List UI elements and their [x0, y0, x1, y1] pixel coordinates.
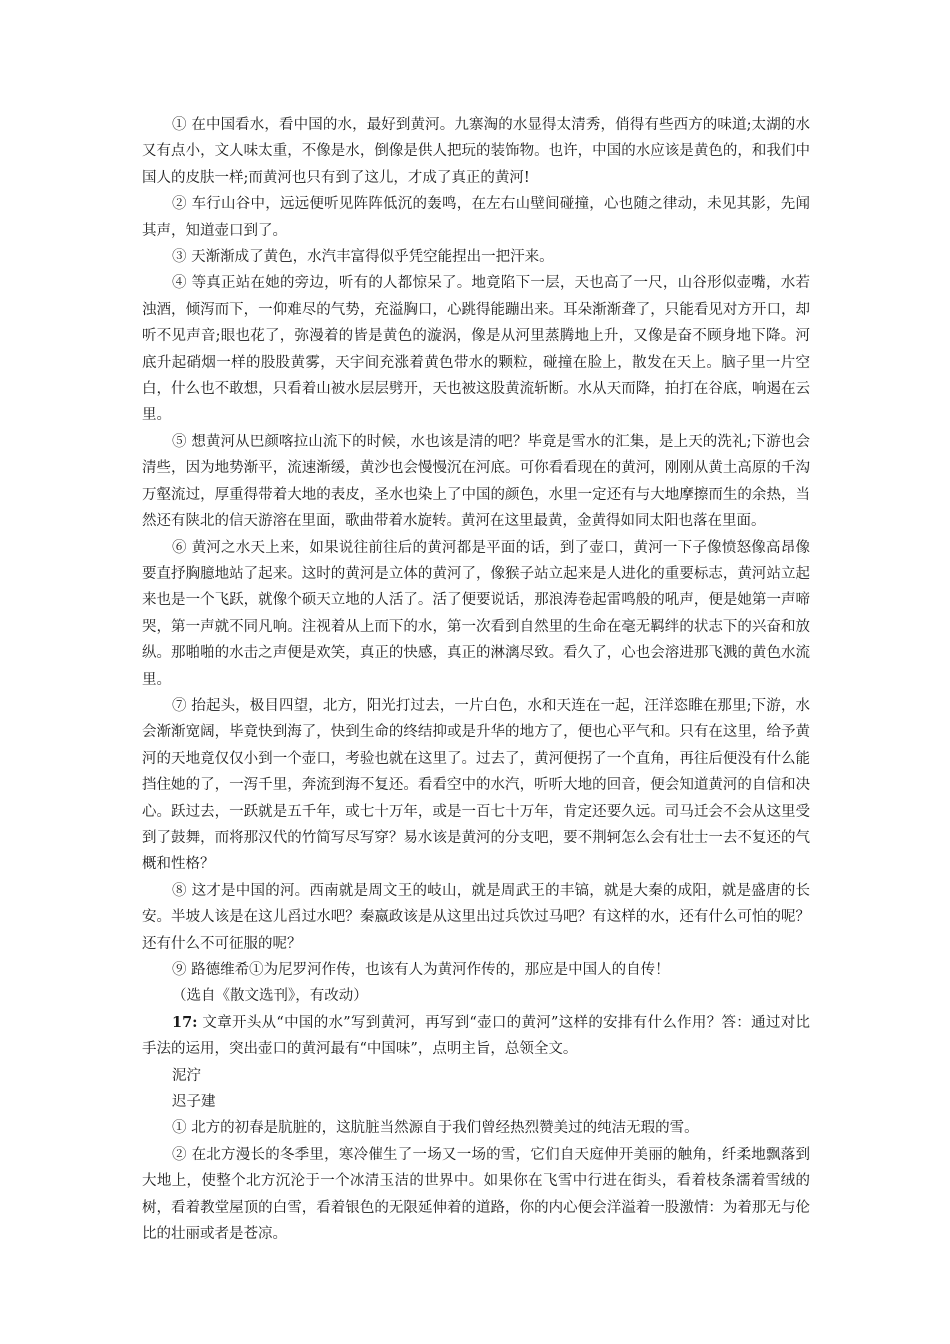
- article-paragraph-1: ① 北方的初春是肮脏的，这肮脏当然源自于我们曾经热烈赞美过的纯洁无瑕的雪。: [172, 1120, 699, 1137]
- paragraph-5: ⑤ 想黄河从巴颜喀拉山流下的时候，水也该是清的吧？毕竟是雪水的汇集，是上天的洗礼;下游也会清些，因为地势渐平，流速渐缓，黄沙也会慢慢沉在河底。可你看看现在的黄河，刚刚从黄土高原的千沟万壑流过，厚重得带着大地的表皮，圣水也染上了中国的颜色，水里一定还有与大地摩擦而生的余热，当然还有陕北的信天游溶在里面，歌曲带着水旋转。黄河在这里最黄，金黄得如同太阳也落在里面。: [142, 433, 810, 530]
- article-paragraph-2: ② 在北方漫长的冬季里，寒冷催生了一场又一场的雪，它们自天庭伸开美丽的触角，纤柔地飘落到大地上，使整个北方沉沦于一个冰清玉洁的世界中。如果你在飞雪中行进在街头，看着枝条濡着雪绒的树，看着教堂屋顶的白雪，看着银色的无限延伸着的道路，你的内心便会洋溢着一股激情：为着那无与伦比的壮丽或者是苍凉。: [142, 1146, 810, 1243]
- question-text: 文章开头从“中国的水”写到黄河，再写到“壶口的黄河”这样的安排有什么作用？答：通过对比手法的运用，突出壶口的黄河最有“中国味”，点明主旨，总领全文。: [142, 1014, 810, 1058]
- article-author: 迟子建: [172, 1094, 216, 1111]
- paragraph-4: ④ 等真正站在她的旁边，听有的人都惊呆了。地竟陷下一层，天也高了一尺，山谷形似壶嘴，水若浊酒，倾泻而下，一仰难尽的气势，充溢胸口，心跳得能蹦出来。耳朵渐渐聋了，只能看见对方开口，却听不见声音;眼也花了，弥漫着的皆是黄色的漩涡，像是从河里蒸腾地上升，又像是奋不顾身地下降。河底升起硝烟一样的股股黄雾，天宇间充涨着黄色带水的颗粒，碰撞在脸上，散发在天上。脑子里一片空白，什么也不敢想，只看着山被水层层劈开，天也被这股黄流斩断。水从天而降，拍打在谷底，响遏在云里。: [142, 275, 810, 424]
- paragraph-1: ① 在中国看水，看中国的水，最好到黄河。九寨淘的水显得太清秀，俏得有些西方的味道;太湖的水又有点小，文人味太重，不像是水，倒像是供人把玩的装饰物。也许，中国的水应该是黄色的，和我们中国人的皮肤一样;而黄河也只有到了这儿，才成了真正的黄河!: [142, 117, 810, 186]
- paragraph-6: ⑥ 黄河之水天上来，如果说往前往后的黄河都是平面的话，到了壶口，黄河一下子像愤怒像高昂像要直抒胸臆地站了起来。这时的黄河是立体的黄河了，像猴子站立起来是人进化的重要标志，黄河站立起来也是一个飞跃，就像个硕天立地的人活了。活了便要说话，那浪涛卷起雷鸣般的吼声，便是她第一声啼哭，第一声就不同凡响。注视着从上而下的水，第一次看到自然里的生命在毫无羁绊的状志下的兴奋和放纵。那啪啪的水击之声便是欢笑，真正的快感，真正的淋漓尽致。看久了，心也会溶进那飞溅的黄色水流里。: [142, 539, 810, 688]
- paragraph-9: ⑨ 路德维希①为尼罗河作传，也该有人为黄河作传的，那应是中国人的自传！: [172, 962, 670, 978]
- question-17: [142, 1010, 810, 1063]
- question-number: 17:: [172, 1013, 198, 1031]
- source-note: （选自《散文选刊》，有改动）: [172, 988, 368, 1005]
- document-page: [142, 112, 810, 1247]
- paragraph-8: ⑧ 这才是中国的河。西南就是周文王的岐山，就是周武王的丰镐，就是大秦的成阳，就是盛唐的长安。半坡人该是在这儿舀过水吧？秦嬴政该是从这里出过兵饮过马吧？有这样的水，还有什么可怕的呢？还有什么不可征服的呢？: [142, 882, 810, 952]
- paragraph-2: ② 车行山谷中，远远便听见阵阵低沉的轰鸣，在左右山壁间碰撞，心也随之律动，未见其影，先闻其声，知道壶口到了。: [142, 196, 810, 239]
- paragraph-3: ③ 天渐渐成了黄色，水汽丰富得似乎凭空能捏出一把汗来。: [172, 249, 554, 266]
- article-title: 泥泞: [172, 1067, 201, 1084]
- paragraph-7: ⑦ 抬起头，极目四望，北方，阳光打过去，一片白色，水和天连在一起，汪洋恣睢在那里;下游，水会渐渐宽阔，毕竟快到海了，快到生命的终结抑或是升华的地方了，便也心平气和。只有在这里，给予黄河的天地竟仅仅小到一个壶口，考验也就在这里了。过去了，黄河便拐了一个直角，再往后便没有什么能挡住她的了，一泻千里，奔流到海不复还。看看空中的水汽，听听大地的回音，便会知道黄河的自信和决心。跃过去，一跃就是五千年，或七十万年，或是一百七十万年，肯定还要久远。司马迁会不会从这里受到了鼓舞，而将那汉代的竹简写尽写穿？易水该是黄河的分支吧，要不荆轲怎么会有壮士一去不复还的气概和性格？: [142, 697, 810, 873]
